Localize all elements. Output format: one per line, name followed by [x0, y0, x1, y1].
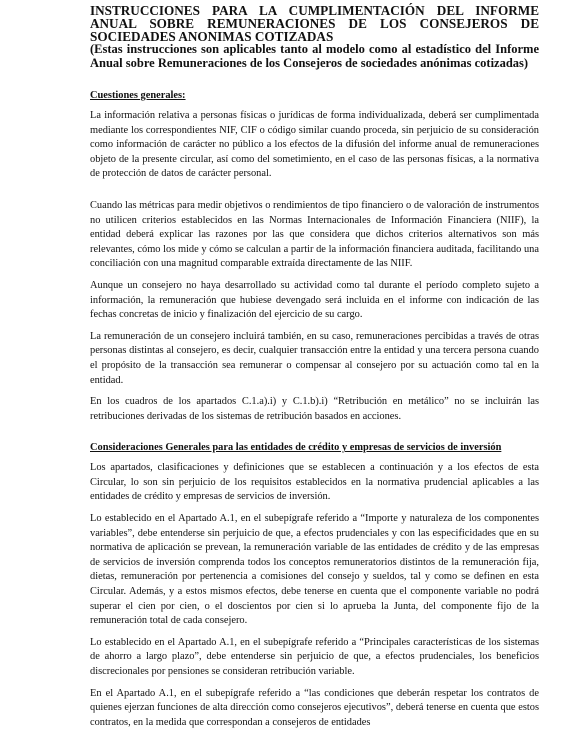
section-heading-credit-entities: Consideraciones Generales para las entidades de crédito y empresas de servicios de inversión [90, 442, 502, 454]
section-heading-general: Cuestiones generales: [90, 90, 186, 101]
paragraph: Aunque un consejero no haya desarrollado su actividad como tal durante el período completo sujeto a información, la remuneración que hubiese devengado será incluida en el informe con indicación de las fechas concretas de inicio y finalización del ejercicio de su cargo. [90, 279, 539, 321]
document-subtitle: (Estas instrucciones son aplicables tanto al modelo como al estadístico del Informe Anual sobre Remuneraciones de los Consejeros de sociedades anónimas cotizadas) [90, 42, 539, 70]
paragraph: En el Apartado A.1, en el subepígrafe referido a “las condiciones que deberán respetar los contratos de quienes ejerzan funciones de alta dirección como consejeros ejecutivos”, deberá tenerse en cuenta que estos contratos, en la medida que correspondan a consejeros de entidades [90, 687, 539, 728]
paragraph: En los cuadros de los apartados C.1.a).i) y C.1.b).i) “Retribución en metálico” no se incluirán las retribuciones derivadas de los sistemas de retribución basados en acciones. [90, 396, 539, 422]
paragraph: Lo establecido en el Apartado A.1, en el subepígrafe referido a “Importe y naturaleza de los componentes variables”, debe entenderse sin perjuicio de que, a efectos prudenciales y con las especificidades que en su normativa de aplicación se prevean, la remuneración variable de las entidades de crédito y de las empresas de servicios de inversión comprenda todos los conceptos remuneratorios distintos de la remuneración fija, dietas, remuneración por pertenencia a comisiones del consejo y sueldos, tal y como se definen en esta Circular. Además, y a estos mismos efectos, debe tenerse en cuenta que el componente variable no podrá superar el cien por cien, o el doscientos por cien si lo aprueba la Junta, del componente fijo de la remuneración total de cada consejero. [90, 513, 539, 627]
document-title: INSTRUCCIONES PARA LA CUMPLIMENTACIÓN DEL INFORME ANUAL SOBRE REMUNERACIONES DE LOS CONSEJEROS DE SOCIEDADES ANONIMAS COTIZADAS [90, 3, 539, 44]
paragraph: Los apartados, clasificaciones y definiciones que se establecen a continuación y a los efectos de esta Circular, lo son sin perjuicio de los requisitos establecidos en la normativa prudencial aplicables a las entidades de crédito y empresas de servicios de inversión. [90, 462, 539, 503]
section-general-questions [90, 89, 539, 424]
paragraph: Cuando las métricas para medir objetivos o rendimientos de tipo financiero o de valoración de instrumentos no utilicen criterios establecidos en las Normas Internacionales de Información Financiera (NIIF), la entidad deberá explicar las razones por las que considera que dichos criterios alternativos son más relevantes, cómo los mide y cómo se calculan a partir de la información financiera auditada, facilitando una conciliación con una magnitud comparable extraída directamente de las NIIF. [90, 199, 539, 270]
paragraph: Lo establecido en el Apartado A.1, en el subepígrafe referido a “Principales características de los sistemas de ahorro a largo plazo”, debe entenderse sin perjuicio de que, a efectos prudenciales, los beneficios discrecionales por pensiones se consideran retribución variable. [90, 636, 539, 677]
section-credit-entities [90, 441, 539, 730]
paragraph: La información relativa a personas físicas o jurídicas de forma individualizada, deberá ser cumplimentada mediante los correspondientes NIF, CIF o código similar cuando proceda, sin perjuicio de su consideración como información de carácter no público a los efectos de la difusión del informe anual de remuneraciones objeto de la presente circular, así como del sometimiento, en el caso de las personas físicas, a la normativa de protección de datos de carácter personal. [90, 110, 539, 180]
paragraph: La remuneración de un consejero incluirá también, en su caso, remuneraciones percibidas a través de otras personas distintas al consejero, es decir, cualquier transacción entre la entidad y una tercera persona cuando el propósito de la transacción sea remunerar o compensar al consejero por su actuación como tal en la entidad. [90, 330, 539, 386]
